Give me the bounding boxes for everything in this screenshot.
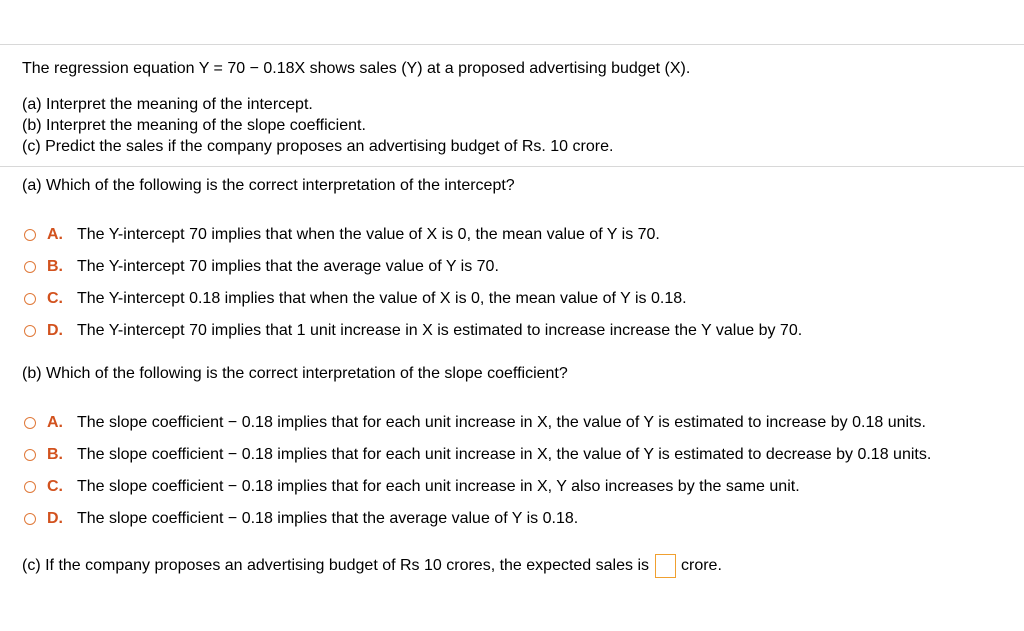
question-a-option-c[interactable] [24,288,687,310]
option-text: The Y-intercept 70 implies that when the value of X is 0, the mean value of Y is 70. [77,226,660,243]
question-a-option-b[interactable] [24,256,499,278]
option-letter: D. [47,510,63,527]
radio-button[interactable] [24,513,36,525]
problem-part-a: (a) Interpret the meaning of the intercept. [22,96,313,113]
option-letter: C. [47,478,63,495]
section-divider [0,166,1024,167]
radio-button[interactable] [24,261,36,273]
radio-button[interactable] [24,229,36,241]
option-letter: C. [47,290,63,307]
radio-button[interactable] [24,481,36,493]
option-text: The slope coefficient − 0.18 implies that the average value of Y is 0.18. [77,510,579,527]
question-a-prompt: (a) Which of the following is the correct interpretation of the intercept? [22,177,515,194]
question-a-option-d[interactable] [24,320,802,342]
problem-part-c: (c) Predict the sales if the company proposes an advertising budget of Rs. 10 crore. [22,138,614,155]
option-text: The slope coefficient − 0.18 implies that for each unit increase in X, the value of Y is estimated to increase by 0.18 units. [77,414,926,431]
question-c-prompt: (c) If the company proposes an advertising budget of Rs 10 crores, the expected sales is [22,557,649,575]
problem-statement: The regression equation Y = 70 − 0.18X shows sales (Y) at a proposed advertising budget (X). [22,60,691,77]
question-b-prompt: (b) Which of the following is the correct interpretation of the slope coefficient? [22,365,568,382]
option-text: The slope coefficient − 0.18 implies that for each unit increase in X, the value of Y is estimated to decrease by 0.18 units. [77,446,932,463]
answer-input-box[interactable] [655,554,676,578]
top-divider [0,44,1024,45]
question-b-option-b[interactable] [24,444,931,466]
radio-button[interactable] [24,325,36,337]
option-letter: B. [47,258,63,275]
option-text: The Y-intercept 70 implies that the average value of Y is 70. [77,258,499,275]
question-c-line [22,554,722,578]
option-letter: A. [47,226,63,243]
radio-button[interactable] [24,417,36,429]
option-text: The slope coefficient − 0.18 implies that for each unit increase in X, Y also increases by the same unit. [77,478,800,495]
question-b-option-d[interactable] [24,508,578,530]
option-text: The Y-intercept 0.18 implies that when the value of X is 0, the mean value of Y is 0.18. [77,290,687,307]
option-letter: A. [47,414,63,431]
radio-button[interactable] [24,293,36,305]
option-letter: B. [47,446,63,463]
question-b-option-c[interactable] [24,476,800,498]
option-text: The Y-intercept 70 implies that 1 unit increase in X is estimated to increase increase the Y value by 70. [77,322,803,339]
question-c-unit: crore. [681,557,722,575]
radio-button[interactable] [24,449,36,461]
problem-part-b: (b) Interpret the meaning of the slope coefficient. [22,117,366,134]
question-b-option-a[interactable] [24,412,926,434]
option-letter: D. [47,322,63,339]
question-a-option-a[interactable] [24,224,660,246]
